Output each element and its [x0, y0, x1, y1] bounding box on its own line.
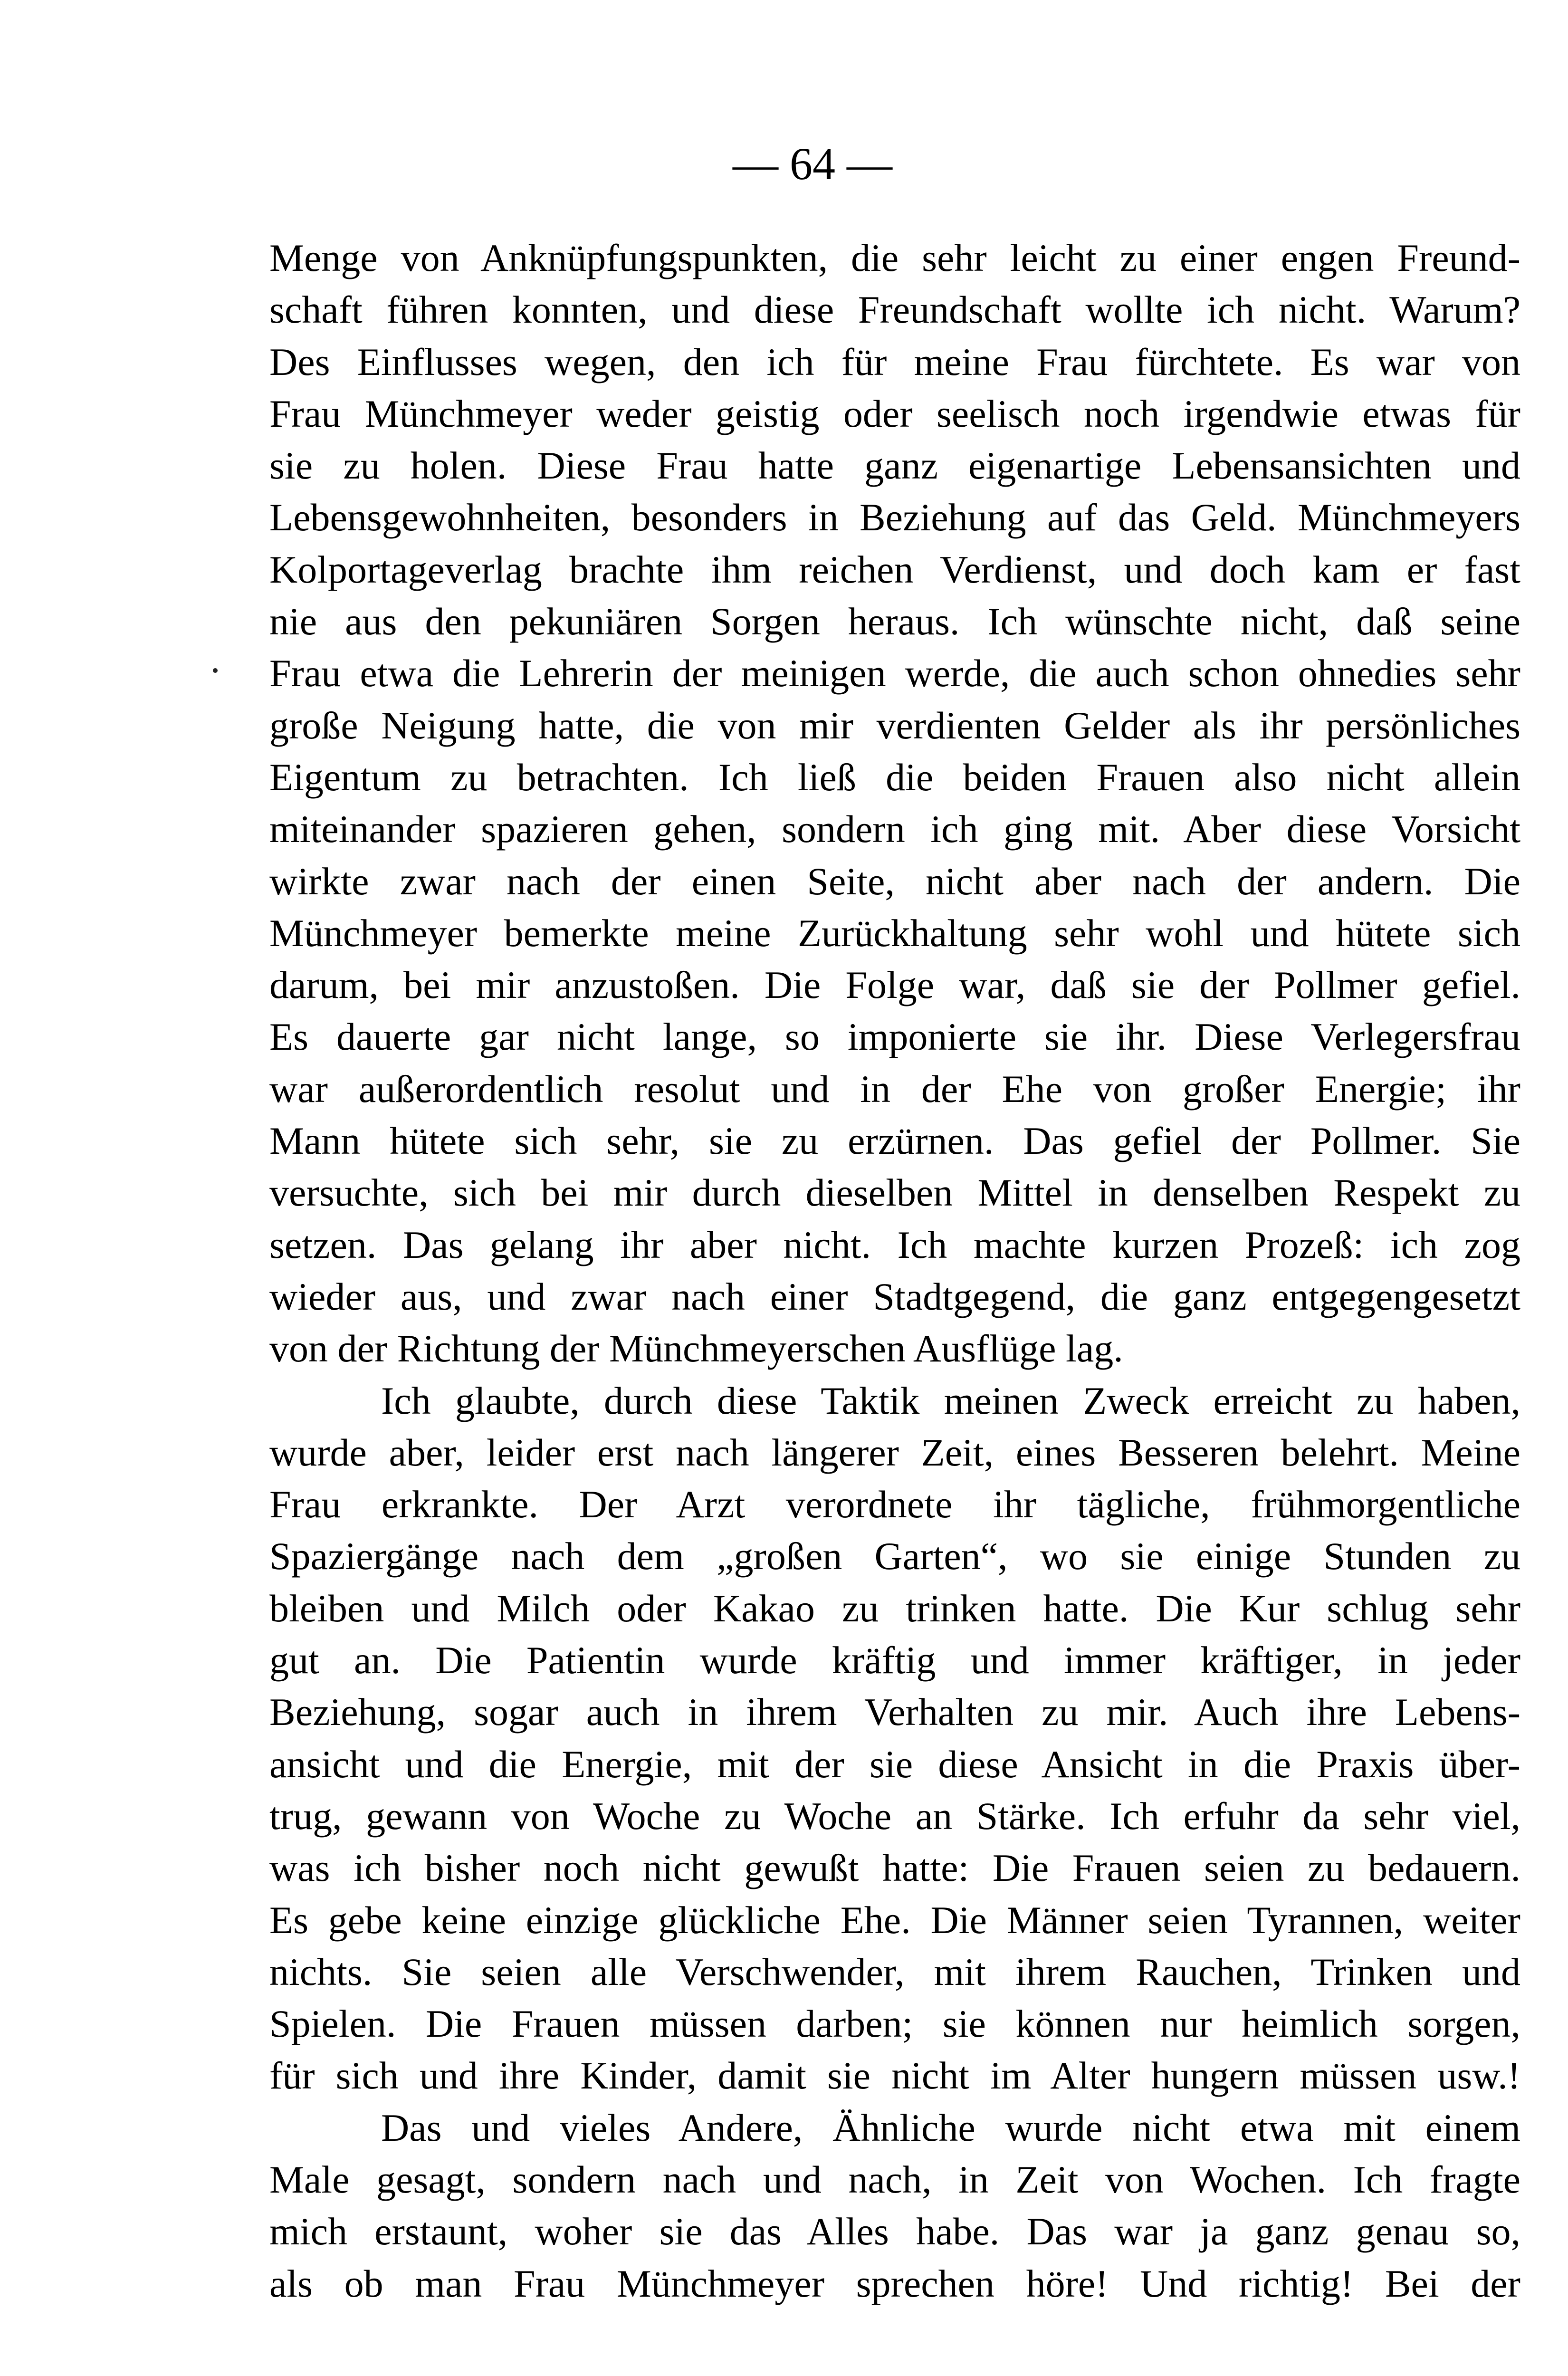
text-line: Male gesagt, sondern nach und nach, in Zeit von Wochen. Ich fragte [269, 2157, 1520, 2201]
body-text [269, 232, 1520, 2309]
text-line: Mann hütete sich sehr, sie zu erzürnen. Das gefiel der Pollmer. Sie [269, 1119, 1520, 1163]
text-line: als ob man Frau Münchmeyer sprechen höre! Und richtig! Bei der [269, 2261, 1520, 2305]
text-line: gut an. Die Patientin wurde kräftig und immer kräftiger, in jeder [269, 1638, 1520, 1682]
text-line: trug, gewann von Woche zu Woche an Stärke. Ich erfuhr da sehr viel, [269, 1794, 1520, 1838]
text-line: Des Einflusses wegen, den ich für meine Frau fürchtete. Es war von [269, 340, 1520, 383]
text-line: Frau etwa die Lehrerin der meinigen werde, die auch schon ohnedies sehr [269, 651, 1520, 695]
text-line: mich erstaunt, woher sie das Alles habe. Das war ja ganz genau so, [269, 2210, 1520, 2253]
text-line: Ich glaubte, durch diese Taktik meinen Zweck erreicht zu haben, [381, 1379, 1520, 1422]
text-line: sie zu holen. Diese Frau hatte ganz eigenartige Lebensansichten und [269, 444, 1520, 488]
text-line: für sich und ihre Kinder, damit sie nicht im Alter hungern müssen usw.! [269, 2054, 1520, 2098]
text-line: wirkte zwar nach der einen Seite, nicht aber nach der andern. Die [269, 859, 1520, 903]
text-line: Lebensgewohnheiten, besonders in Beziehung auf das Geld. Münchmeyers [269, 496, 1520, 539]
text-line: Eigentum zu betrachten. Ich ließ die beiden Frauen also nicht allein [269, 755, 1520, 799]
text-line: miteinander spazieren gehen, sondern ich ging mit. Aber diese Vorsicht [269, 807, 1520, 851]
text-line: Kolportageverlag brachte ihm reichen Verdienst, und doch kam er fast [269, 547, 1520, 591]
text-line: Beziehung, sogar auch in ihrem Verhalten zu mir. Auch ihre Lebens- [269, 1690, 1520, 1734]
text-line: darum, bei mir anzustoßen. Die Folge war, daß sie der Pollmer gefiel. [269, 963, 1520, 1007]
text-line: war außerordentlich resolut und in der Ehe von großer Energie; ihr [269, 1067, 1520, 1111]
text-line: was ich bisher noch nicht gewußt hatte: Die Frauen seien zu bedauern. [269, 1846, 1520, 1890]
text-line: Frau Münchmeyer weder geistig oder seelisch noch irgendwie etwas für [269, 392, 1520, 435]
text-line: Spaziergänge nach dem „großen Garten“, wo sie einige Stunden zu [269, 1534, 1520, 1578]
text-line: Frau erkrankte. Der Arzt verordnete ihr tägliche, frühmorgentliche [269, 1483, 1520, 1526]
text-line: wurde aber, leider erst nach längerer Zeit, eines Besseren belehrt. Meine [269, 1430, 1520, 1474]
text-line: setzen. Das gelang ihr aber nicht. Ich machte kurzen Prozeß: ich zog [269, 1223, 1520, 1266]
text-line: schaft führen konnten, und diese Freundschaft wollte ich nicht. Warum? [269, 288, 1520, 332]
text-line: ansicht und die Energie, mit der sie diese Ansicht in die Praxis über- [269, 1742, 1520, 1786]
text-line: große Neigung hatte, die von mir verdienten Gelder als ihr persönliches [269, 703, 1520, 747]
text-line: Spielen. Die Frauen müssen darben; sie können nur heimlich sorgen, [269, 2002, 1520, 2046]
page-number-header: — 64 — [733, 138, 892, 189]
text-line: nie aus den pekuniären Sorgen heraus. Ich wünschte nicht, daß seine [269, 600, 1520, 643]
text-line: von der Richtung der Münchmeyerschen Ausflüge lag. [269, 1327, 1123, 1370]
text-line: wieder aus, und zwar nach einer Stadtgegend, die ganz entgegengesetzt [269, 1274, 1520, 1318]
text-line: Münchmeyer bemerkte meine Zurückhaltung sehr wohl und hütete sich [269, 911, 1520, 955]
scan-speck [213, 668, 218, 673]
text-line: bleiben und Milch oder Kakao zu trinken hatte. Die Kur schlug sehr [269, 1586, 1520, 1630]
text-line: Es dauerte gar nicht lange, so imponierte sie ihr. Diese Verlegersfrau [269, 1015, 1520, 1059]
text-line: versuchte, sich bei mir durch dieselben Mittel in denselben Respekt zu [269, 1171, 1520, 1215]
text-line: Das und vieles Andere, Ähnliche wurde nicht etwa mit einem [381, 2106, 1520, 2149]
text-line: Menge von Anknüpfungspunkten, die sehr leicht zu einer engen Freund- [269, 236, 1520, 279]
text-line: nichts. Sie seien alle Verschwender, mit ihrem Rauchen, Trinken und [269, 1950, 1520, 1993]
text-line: Es gebe keine einzige glückliche Ehe. Die Männer seien Tyrannen, weiter [269, 1898, 1520, 1942]
